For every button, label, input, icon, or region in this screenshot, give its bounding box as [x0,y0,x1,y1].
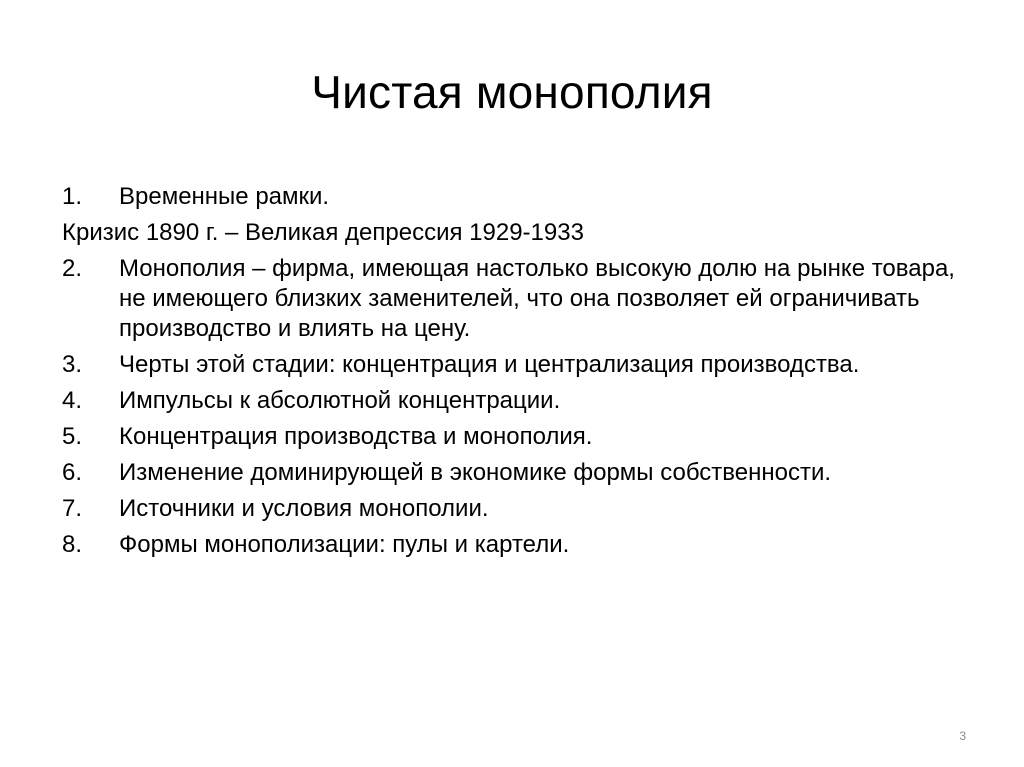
list-item [62,422,962,452]
list-item-text: Монополия – фирма, имеющая настолько высокую долю на рынке товара, не имеющего близких заменителей, что она позволяет ей ограничивать производство и влиять на цену. [119,255,955,342]
list-item-text: Источники и условия монополии. [119,495,489,522]
list-item [62,530,962,560]
slide-title: Чистая монополия [311,66,713,118]
body-paragraph: Кризис 1890 г. – Великая депрессия 1929-1933 [62,219,584,246]
list-item-text: Импульсы к абсолютной концентрации. [119,387,561,414]
list-item [62,386,962,416]
list-item-number: 6. [62,459,83,486]
list-item-number: 3. [62,351,83,378]
list-item-text: Изменение доминирующей в экономике формы собственности. [119,459,832,486]
list-item [62,494,962,524]
list-item-number: 4. [62,387,83,414]
slide-body [62,182,962,560]
list-item-number: 5. [62,423,83,450]
list-item-number: 8. [62,531,83,558]
list-item-text: Временные рамки. [119,183,330,210]
list-item [62,182,962,212]
page-number: 3 [959,729,966,743]
list-item-text: Формы монополизации: пулы и картели. [119,531,570,558]
list-item-text: Концентрация производства и монополия. [119,423,593,450]
list-item [62,458,962,488]
list-item-number: 2. [62,255,83,282]
list-item-text: Черты этой стадии: концентрация и централизация производства. [119,351,860,378]
list-item-number: 7. [62,495,83,522]
list-item [62,350,962,380]
list-item-number: 1. [62,183,83,210]
list-item [62,254,962,344]
